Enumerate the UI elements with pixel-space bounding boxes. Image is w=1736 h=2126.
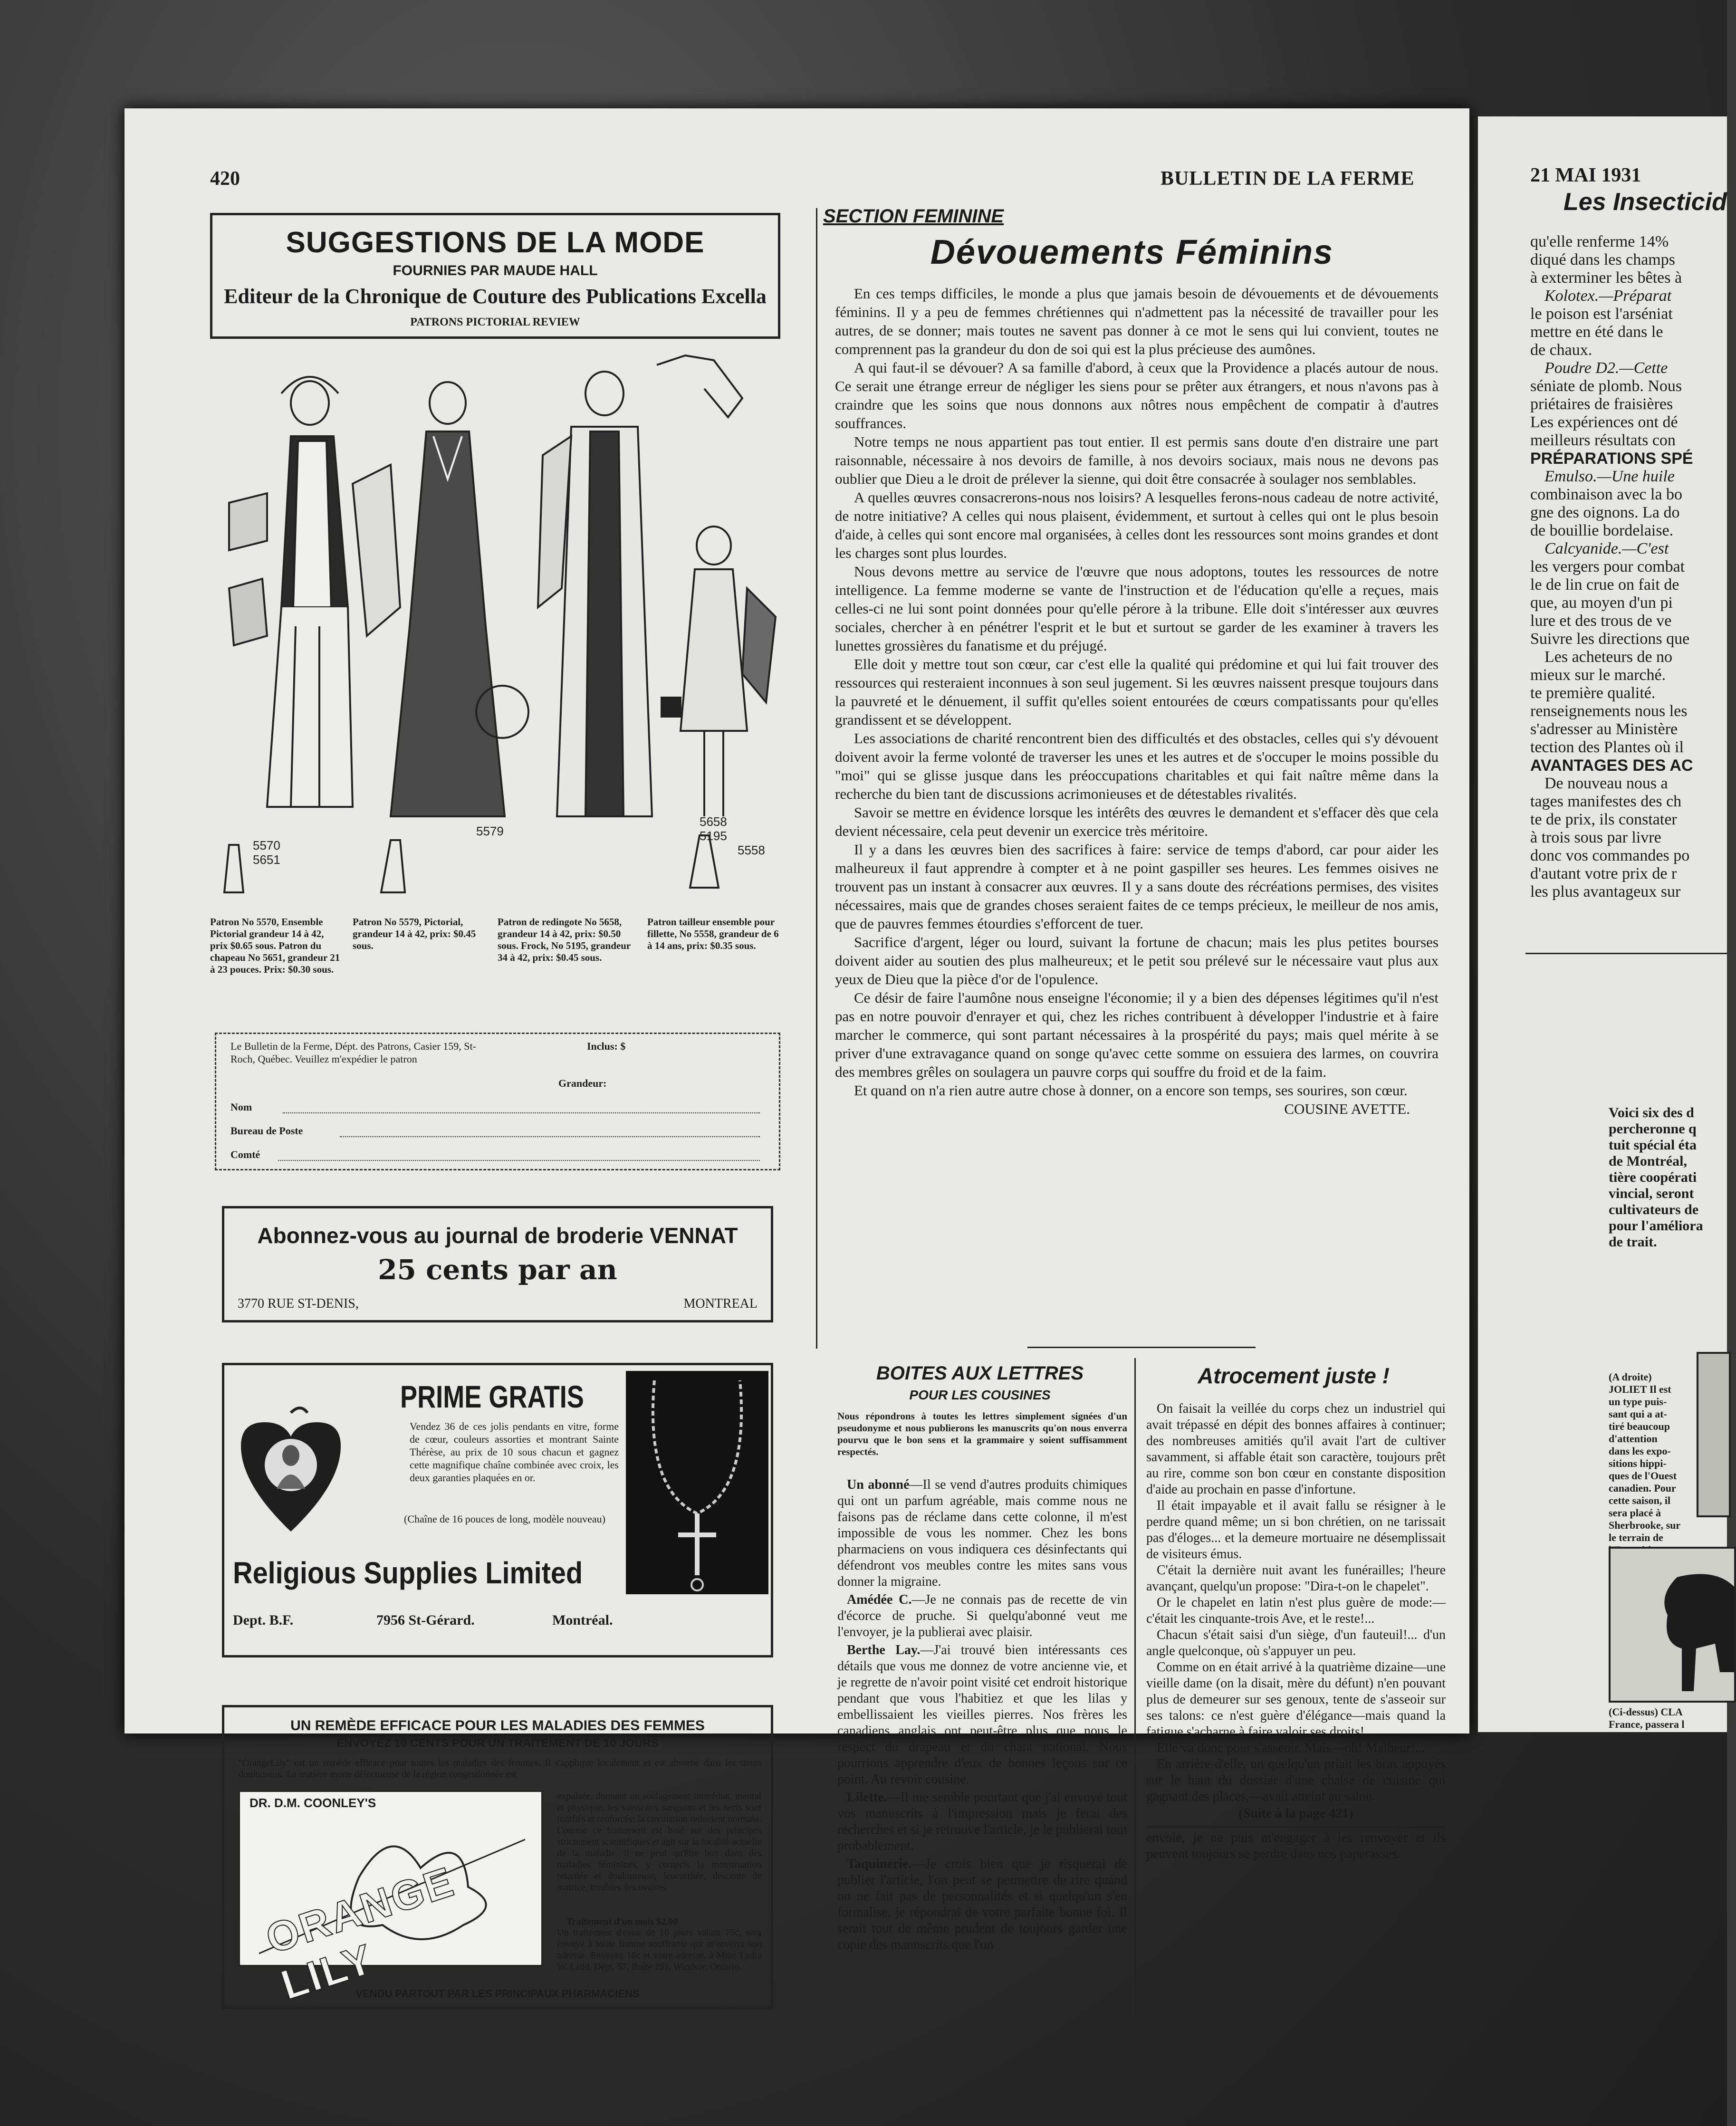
vennat-line1: Abonnez-vous au journal de broderie VENNAT [257, 1223, 738, 1248]
text-line: de trait. [1609, 1234, 1657, 1250]
letter-entry-text: —Il se vend d'autres produits chimiques qui ont un parfum agréable, mais comme nous ne faisons pas de réclame dans cette colonne, il m'est impossible de vous les nommer. Chez les bons pharmaciens on vous indiquera ces désinfectants qui défendront vos meubles contre les mites sans vous donner la migraine. [837, 1477, 1128, 1589]
text-line: Sherbrooke, sur [1609, 1519, 1681, 1531]
horse-photo [1697, 1352, 1731, 1517]
text-line: d'autant votre prix de r [1530, 865, 1677, 882]
lily-trial: Un traitement d'essai de 10 jours valant 75c, sera envoyé à toute femme souffrante qui m'enverra son adresse. Envoyez 10c et votre adresse, à Mme Lydia W. Ladd, Dépt. 57, Boîte 191, Windsor, Ontario. [557, 1927, 761, 1972]
text-line: Voici six des d [1609, 1105, 1694, 1120]
text-line: diqué dans les champs [1530, 251, 1675, 268]
left-page [125, 108, 1469, 2009]
text-line: sitions hippi- [1609, 1457, 1667, 1469]
atroce-paragraph: On faisait la veillée du corps chez un industriel qui avait trépassé en dépit des bonnes affaires à continuer; des nombreuses amitiés qu'il avait l'art de cultiver savamment, si affable était son caractère, toujours prêt au rire, comme son bon cœur en constante disposition d'aide au prochain en passe d'infortune. [1146, 1401, 1446, 1497]
separator-rule [1525, 953, 1727, 954]
order-form-comte: Comté [230, 1149, 260, 1160]
fashion-illustration [210, 341, 780, 911]
text-line: canadien. Pour [1609, 1482, 1676, 1494]
text-line: renseignements nous les [1530, 702, 1688, 720]
boites-subtitle: POUR LES COUSINES [909, 1388, 1051, 1402]
text-line: Kolotex.—Préparat [1544, 287, 1672, 305]
atroce-paragraph: Chacun s'était saisi d'un siège, d'un fauteuil!... d'un angle quelconque, où s'appuyer un peu. [1146, 1628, 1446, 1658]
text-line: sera placé à [1609, 1507, 1661, 1519]
order-form-line [340, 1136, 760, 1137]
text-line: pour l'améliora [1609, 1218, 1703, 1234]
lily-price: Traitement d'un mois $2.00 [566, 1916, 678, 1927]
lily-brand-top: DR. D.M. COONLEY'S [249, 1796, 376, 1810]
article-paragraph: A quelles œuvres consacrerons-nous nos loisirs? A lesquelles ferons-nous cadeau de notre activité, de notre initiative? A celles qui nous plaisent, évidemment, et surtout à celles qui ont le plus besoin d'aide, à celles qui sont encore mal organisées, à celles dont les ressources sont moins grandes et dont les charges sont plus lourdes. [835, 489, 1439, 561]
prime-dept: Dept. B.F. [233, 1612, 294, 1628]
article-paragraph: Savoir se mettre en évidence lorsque les intérêts des œuvres le demandent et s'effacer dès que cela devient nécessaire, cela peut devenir un exercice très méritoire. [835, 804, 1439, 839]
text-line: séniate de plomb. Nous [1530, 377, 1682, 395]
letter-entry [837, 1477, 1127, 1590]
vennat-address: 3770 RUE ST-DENIS, [238, 1296, 359, 1311]
letter-entry [837, 1592, 1127, 1640]
horse-box-text [1609, 1105, 1732, 1250]
caption-5558: Patron tailleur ensemble pour fillette, No 5558, grandeur de 6 à 14 ans, prix: $0.35 sous. [647, 916, 779, 951]
text-line: qu'elle renferme 14% [1530, 233, 1669, 250]
text-line: de Montréal, [1609, 1153, 1687, 1169]
text-line: que, au moyen d'un pi [1530, 594, 1673, 612]
text-line: à trois sous par livre [1530, 829, 1661, 846]
text-line: s'adresser au Ministère [1530, 720, 1678, 738]
atroce-paragraph: Elle va donc pour s'asseoir. Mais—oh! Malheur!... [1157, 1741, 1425, 1755]
fashion-figures-icon [210, 341, 780, 911]
right-heading: PRÉPARATIONS SPÉ [1530, 450, 1693, 468]
article-paragraph: Et quand on n'a rien autre autre chose à donner, on a encore son temps, ses sourires, son cœur. [854, 1082, 1408, 1099]
text-line: cultivateurs de [1609, 1202, 1699, 1217]
crucifix-chain-icon [626, 1371, 768, 1594]
prime-gratis-ad [222, 1363, 773, 1657]
lily-title: UN REMÈDE EFFICACE POUR LES MALADIES DES FEMMES [290, 1718, 705, 1733]
text-line: Les expériences ont dé [1530, 413, 1678, 431]
column-rule [1134, 1358, 1136, 2019]
article-body [835, 284, 1439, 1118]
order-form-nom: Nom [230, 1101, 252, 1113]
letter-entry-text: —Je ne connais pas de recette de vin d'écorce de pruche. Si quelqu'abonné veut me l'envoyer, je la publierai avec plaisir. [837, 1592, 1127, 1639]
heart-pendant-icon [236, 1403, 345, 1541]
text-line: (A droite) [1609, 1371, 1652, 1383]
text-line: tages manifestes des ch [1530, 793, 1682, 810]
vennat-line2: 25 cents par an [378, 1254, 617, 1286]
text-line: (Ci-dessus) CLA [1609, 1706, 1683, 1718]
text-line: un type puis- [1609, 1396, 1667, 1408]
text-line: lure et des trous de ve [1530, 612, 1672, 630]
horse-icon [1611, 1549, 1734, 1701]
separator-rule [1027, 1347, 1256, 1348]
article-paragraph: Notre temps ne nous appartient pas tout entier. Il est permis sans doute d'en distraire une part raisonnable, nécessaire à nos devoirs de famille, à nos devoirs sociaux, mais nous ne devons pas oublier que Dieu a le droit de prélever la sienne, qui doit être consacrée à soulager nos semblables. [835, 433, 1439, 487]
article-paragraph: Il y a dans les œuvres bien des sacrifices à faire: service de temps d'abord, car pour aider les malheureux il faut apprendre à compter et à ne point gaspiller ses heures. Les femmes oisives ne trouvent pas un instant à consacrer aux œuvres. Il y a sans doute des récréations permises, des visites nécessaires, mais que de grandes choses seraient faites de ce temps précieux, le meilleur de nos amis, que de pauvres femmes étourdies s'efforcent de tuer. [835, 841, 1439, 932]
fashion-ad-header [210, 213, 780, 339]
caption-5579: Patron No 5579, Pictorial, grandeur 14 à 42, prix: $0.45 sous. [353, 916, 476, 951]
text-line: de chaux. [1530, 341, 1592, 359]
text-line: meilleurs résultats con [1530, 431, 1676, 449]
order-form-address: Le Bulletin de la Ferme, Dépt. des Patrons, Casier 159, St-Roch, Québec. Veuillez m'expédier le patron [230, 1040, 476, 1065]
prime-title: PRIME GRATIS [400, 1379, 584, 1414]
text-line: Poudre D2.—Cette [1544, 359, 1668, 377]
horse-photo-caption [1609, 1371, 1694, 1556]
fig-label-5651: 5651 [253, 852, 280, 867]
text-line: France, passera l [1609, 1718, 1685, 1730]
article-paragraph: Nous devons mettre au service de l'œuvre que nous adoptons, toutes les ressources de notre intelligence. La femme moderne se vante de l'instruction et de l'éducation qu'elle a reçues, mais celles-ci ne lui sont point données pour qu'elle pérore à la tribune. Elle doit s'intéresser aux œuvres sociales, chercher à en pénétrer l'esprit et le but et surtout se garder de les examiner à travers les lunettes grossières du fanatisme et du préjugé. [835, 563, 1439, 654]
chain-cross-photo [626, 1371, 768, 1594]
text-line: à exterminer les bêtes à [1530, 269, 1682, 287]
right-page-text [1530, 233, 1730, 901]
text-line: priétaires de fraisières [1530, 395, 1673, 413]
letter-entry [837, 1790, 1127, 1854]
text-line: tuit spécial éta [1609, 1137, 1697, 1153]
text-line: sant qui a at- [1609, 1408, 1667, 1420]
letter-entry [837, 1856, 1127, 1953]
lily-subtitle: ENVOYEZ 10 CENTS POUR UN TRAITEMENT DE 10 JOURS [336, 1737, 659, 1750]
order-form-grandeur: Grandeur: [558, 1077, 607, 1089]
text-line: Emulso.—Une huile [1544, 468, 1675, 485]
fig-label-5658: 5658 [700, 814, 727, 829]
horse-photo [1609, 1547, 1736, 1703]
fashion-ad-band: PATRONS PICTORIAL REVIEW [410, 316, 580, 328]
atroce-paragraph: Comme on en était arrivé à la quatrième dizaine—une vieille dame (on la disait, mère du défunt) n'en pouvant plus de demeurer sur ses genoux, tente de s'asseoir sur ses talons: ce n'est guère d'élégance—mais quand la fatigue s'acharne à faire valoir ses droits!... [1146, 1660, 1446, 1739]
article-paragraph: Les associations de charité rencontrent bien des difficultés et des obstacles, celles qui s'y dévouent doivent avoir la ferme volonté de traverser les unes et les autres et de s'occuper le moins possible du "moi" qui se glisse jusque dans les préoccupations charitables et qui fait naître même dans la recherche du bien tant de discussions acrimonieuses et de détestables rivalités. [835, 730, 1439, 802]
fashion-ad-publisher: Editeur de la Chronique de Couture des Publications Excella [224, 285, 767, 308]
lily-side-text: expulsée, donnant un soulagement immédiat, mental et physique; les vaisseaux sanguins et les nerfs sont tonifiés et renforcés; la circulation redevient normale. Comme ce traitement est basé sur des principes strictement scientifiques et agit sur la localité actuelle de la maladie, il ne peut qu'être bon dans des maladies féminines, y compris la menstruation retardée et douloureuse, leucorrhée, descente de matrice, troubles des ovaires. [557, 1791, 761, 1893]
text-line: de bouillie bordelaise. [1530, 522, 1674, 539]
fig-label-5558: 5558 [738, 843, 765, 857]
atroce-body [1146, 1401, 1446, 1862]
order-form [215, 1033, 780, 1170]
right-heading: AVANTAGES DES AC [1530, 757, 1693, 775]
right-page-date: 21 MAI 1931 [1530, 164, 1641, 186]
atroce-rule [1146, 1827, 1446, 1828]
fashion-ad-title: SUGGESTIONS DE LA MODE [286, 226, 705, 259]
atroce-paragraph: C'était la dernière nuit avant les funérailles; l'heure avançant, quelqu'un propose: "Dira-t-on le chapelet". [1146, 1563, 1446, 1594]
atroce-paragraph: Or le chapelet en latin n'est plus guère de mode:—c'était les cinquante-trois Ave, et le reste!... [1146, 1595, 1446, 1626]
column-rule [816, 208, 817, 1349]
lily-brand: ORANGE LILY [260, 1857, 460, 2009]
page-number: 420 [210, 168, 240, 190]
atroce-paragraph: Il était impayable et il avait fallu se résigner à le perdre quand même; un si bon chrétien, on ne tarissait pas d'éloges... et la demeure mortuaire ne désemplissait de visiteurs émus. [1146, 1498, 1446, 1561]
text-line: mieux sur le marché. [1530, 666, 1666, 684]
text-line: JOLIET Il est [1609, 1383, 1671, 1395]
article-paragraph: En ces temps difficiles, le monde a plus que jamais besoin de dévouements et de dévouements féminins. Il y a peu de femmes chrétiennes qui n'admettent pas la nécessité de travailler pour les autres, de se donner; mais toutes ne savent pas donner à ce mot le sens qui lui convient, toutes ne comprennent pas la grandeur du don de soi qui est la plus précieuse des aumônes. [835, 285, 1439, 357]
atroce-paragraph: En arrière d'elle, un quelqu'un priait les bras appuyés sur le haut du dossier d'une chaise de cuisine qui gagnant des places,—avait atteint au salon. [1146, 1757, 1446, 1804]
letter-entry-text: —J'ai trouvé bien intéressants ces détails que vous me donnez de votre ancienne vie, et je regrette de n'avoir point visité cet endroit historique pendant que vous l'habitiez et que les lilas y embellissaient les vieilles pierres. Nos frères les canadiens anglais ont peut-être plus que nous le respect du drapeau et du chant national. Nous pourrions apprendre d'eux de bonnes leçons sur ce point. Au revoir cousine. [837, 1643, 1127, 1787]
text-line: tiré beaucoup [1609, 1420, 1670, 1432]
text-line: ques de l'Ouest [1609, 1470, 1677, 1482]
text-line: d'attention [1609, 1433, 1658, 1445]
text-line: le poison est l'arséniat [1530, 305, 1673, 323]
running-head: BULLETIN DE LA FERME [1161, 168, 1415, 190]
lily-intro: "OrangeLily" est un remède efficace pour toutes les maladies des femmes. Il s'applique localement et est absorbé dans les tissus douloureux. La matière morte défectueuse de la région congestionnée est [239, 1758, 761, 1780]
text-line: te première qualité. [1530, 684, 1656, 702]
text-line: donc vos commandes po [1530, 847, 1690, 864]
text-line: De nouveau nous a [1544, 775, 1668, 792]
text-line: tection des Plantes où il [1530, 738, 1684, 756]
article-paragraph: Elle doit y mettre tout son cœur, car c'est elle la qualité qui prédomine et qui lui fait trouver des ressources qui resteraient inconnues à son seul jugement. Si les œuvres naissent presque toujours dans la pauvreté et le dénuement, il suffit qu'elles soient entourées de cœurs compatissants pour qu'elles grandissent et se développent. [835, 656, 1439, 728]
boites-title: BOITES AUX LETTRES [876, 1363, 1084, 1384]
fig-label-5570: 5570 [253, 838, 280, 852]
text-line: les vergers pour combat [1530, 558, 1685, 575]
right-page-title: Les Insecticid [1563, 188, 1727, 216]
letter-entry-name: Berthe Lay. [847, 1643, 921, 1657]
prime-text: Vendez 36 de ces jolis pendants en vitre, forme de cœur, couleurs assorties et montrant Sainte Thérèse, au prix de 10 sous chacun et gagnez cette magnifique chaîne combinée avec croix, les deux garanties plaquées en or. [410, 1420, 619, 1484]
prime-company: Religious Supplies Limited [233, 1556, 583, 1590]
order-form-line [278, 1160, 760, 1161]
section-label: SECTION FEMININE [823, 206, 1004, 227]
prime-street: 7956 St-Gérard. [376, 1612, 475, 1628]
text-line: gne des oignons. La do [1530, 504, 1680, 521]
orange-lily-ad [222, 1705, 773, 2009]
letter-entry [837, 1642, 1127, 1788]
article-paragraph: Sacrifice d'argent, léger ou lourd, suivant la fortune de chacun; mais les plus petites bourses doivent aider au soutien des plus malheureux; et le petit sou prélevé sur le nécessaire vaut plus aux yeux de Dieu que la pièce d'or de l'opulence. [835, 934, 1439, 987]
text-line: le de lin crue on fait de [1530, 576, 1679, 594]
article-paragraph: Ce désir de faire l'aumône nous enseigne l'économie; il y a bien des dépenses légitimes qu'il n'est pas en notre pouvoir d'enrayer et qui, chez les riches contribuent à développer l'industrie et à faire marcher le commerce, qui sont partant nécessaires à la prospérité du pays; mais quel mérite à se priver d'une extravagance quand on songe qu'avec cette somme on essuiera des larmes, on couvrira des membres grêles on soulagera un pauvre corps qui souffre du froid et de la faim. [835, 989, 1439, 1080]
text-line: te de prix, ils constater [1530, 811, 1677, 828]
text-line: les plus avantageux sur [1530, 883, 1681, 900]
order-form-inclus: Inclus: $ [587, 1040, 626, 1052]
fig-label-5195: 5195 [700, 829, 727, 843]
letter-entry-text: —Je crois bien que je risquerai de publier l'article, l'on peut se permettre de rire quand on ne fait pas de personnalités et si quelqu'un s'en formalise, je répondrai de votre parfaite bonne foi. Il serait tout de même prudent de toujours garder une copie des manuscrits que l'on [837, 1857, 1127, 1952]
bottom-photo-caption [1609, 1706, 1684, 1731]
vennat-ad [222, 1206, 773, 1322]
fashion-ad-subtitle: FOURNIES PAR MAUDE HALL [393, 263, 598, 278]
fig-label-5579: 5579 [476, 824, 504, 838]
prime-note: (Chaîne de 16 pouces de long, modèle nouveau) [404, 1513, 605, 1525]
atroce-suite: (Suite à la page 421) [1238, 1806, 1353, 1821]
text-line: dans les expo- [1609, 1445, 1671, 1457]
text-line: Calcyanide.—C'est [1544, 540, 1669, 557]
lily-footer: VENDU PARTOUT PAR LES PRINCIPAUX PHARMACIENS [355, 1988, 640, 2000]
boites-entries [837, 1477, 1127, 1955]
order-form-bureau: Bureau de Poste [230, 1125, 303, 1137]
letter-entry-name: Amédée C. [847, 1592, 912, 1607]
vennat-city: MONTREAL [683, 1296, 758, 1311]
boites-continuation: envoie, je ne puis m'engager à les renvoyer et ils peuvent toujours se perdre dans nos paperasses. [1146, 1830, 1446, 1861]
text-line: vincial, seront [1609, 1186, 1694, 1201]
text-line: Suivre les directions que [1530, 630, 1690, 648]
letter-entry-name: Lilette. [847, 1790, 887, 1805]
text-line: tière coopérati [1609, 1169, 1697, 1185]
article-paragraph: A qui faut-il se dévouer? A sa famille d'abord, à ceux que la Providence a placés autour de nous. Ce serait une étrange erreur de négliger les siens pour se prêter aux étrangers, et nous n'avons pas à craindre que les soins que nous donnons aux nôtres nous empêchent de compatir à d'autres souffrances. [835, 359, 1439, 431]
text-line: combinaison avec la bo [1530, 486, 1683, 503]
text-line: percheronne q [1609, 1121, 1697, 1137]
text-line: cette saison, il [1609, 1494, 1671, 1506]
order-form-line [283, 1112, 760, 1113]
atroce-title: Atrocement juste ! [1198, 1363, 1390, 1388]
caption-5570: Patron No 5570, Ensemble Pictorial grandeur 14 à 42, prix $0.65 sous. Patron du chapeau No 5651, grandeur 21 à 23 pouces. Prix: $0.30 sous. [210, 916, 340, 975]
text-line: Les acheteurs de no [1544, 648, 1673, 666]
article-title: Dévouements Féminins [930, 233, 1334, 271]
text-line: le terrain de [1609, 1532, 1663, 1543]
caption-5658: Patron de redingote No 5658, grandeur 14 à 42, prix: $0.50 sous. Frock, No 5195, grandeur 34 à 42, prix: $0.45 sous. [498, 916, 631, 963]
text-line: mettre en été dans le [1530, 323, 1663, 341]
right-page [1478, 116, 1727, 1732]
letter-entry-text: —Il me semble pourtant que j'ai envoyé tout vos manuscrits à l'impression mais je ferai des recherches et si je retrouve l'article, je le publierai tout probablement. [837, 1790, 1127, 1853]
letter-entry-name: Taquinerie. [847, 1857, 912, 1871]
article-signature: COUSINE AVETTE. [1284, 1101, 1410, 1117]
boites-intro: Nous répondrons à toutes les lettres simplement signées d'un pseudonyme et nous publierons les manuscrits qu'on nous enverra pourvu que le bon sens et la grammaire y soient suffisamment respectés. [837, 1410, 1127, 1457]
letter-entry-name: Un abonné [847, 1477, 910, 1492]
prime-city: Montréal. [552, 1612, 613, 1628]
